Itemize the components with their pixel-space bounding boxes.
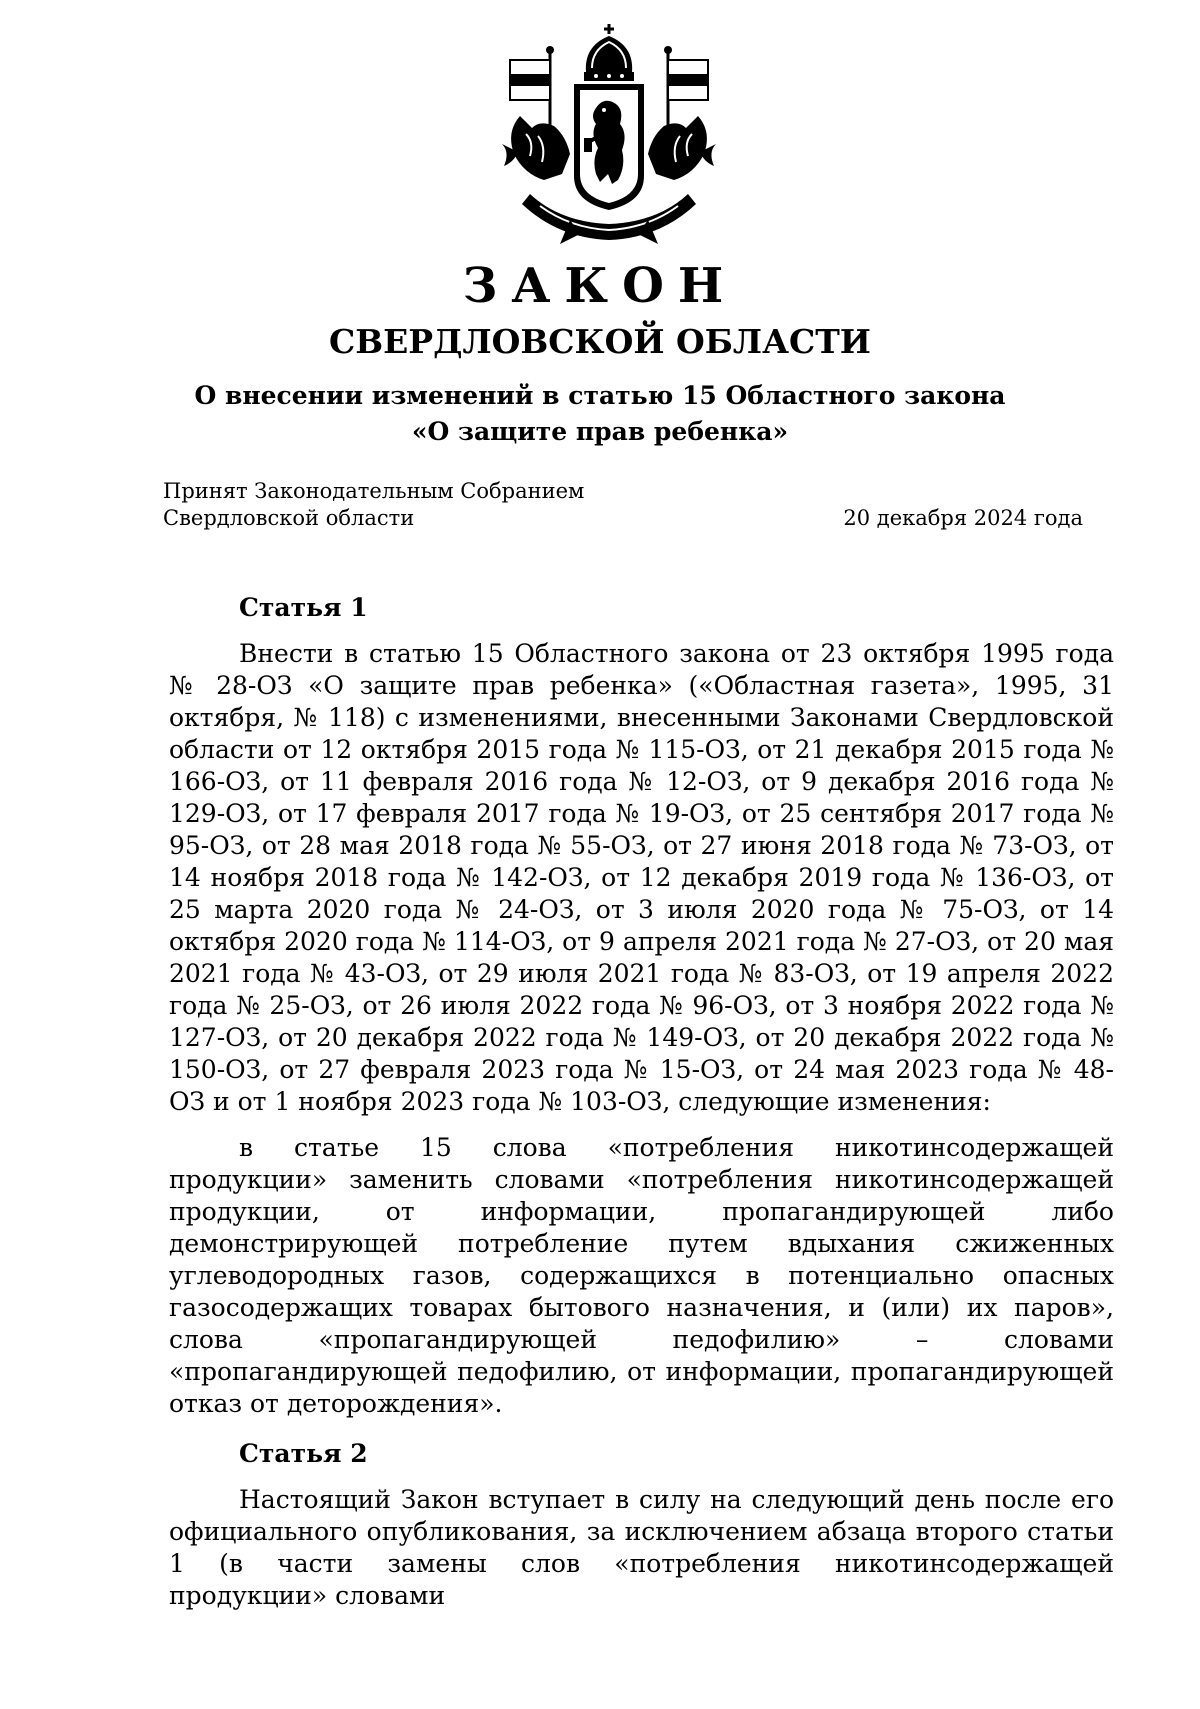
adoption-date: 20 декабря 2024 года [843,506,1083,530]
document-title: ЗАКОН [462,258,738,314]
shield-icon [574,84,644,210]
griffin-left-icon [502,116,570,180]
crown-icon [584,24,634,81]
article-2-paragraph-1: Настоящий Закон вступает в силу на следующий день после его официального опубликования, за исключением абзаца второго статьи 1 (в части замены слов «потребления никотинсодержащей продукции» словами [169,1485,1114,1610]
article-2-heading: Статья 2 [239,1439,368,1468]
law-title-line-2: «О защите прав ребенка» [411,417,789,446]
document-body [169,592,1114,1612]
adoption-line-2: Свердловской области [163,506,415,530]
article-1-paragraph-1: Внести в статью 15 Областного закона от 23 октября 1995 года № 28-ОЗ «О защите прав ребенка» («Областная газета», 1995, 31 октября, № 118) с изменениями, внесенными Законами Свердловской области от 12 октября 2015 года № 115-ОЗ, от 21 декабря 2015 года № 166-ОЗ, от 11 февраля 2016 года № 12-ОЗ, от 9 декабря 2016 года № 129-ОЗ, от 17 февраля 2017 года № 19-ОЗ, от 25 сентября 2017 года № 95-ОЗ, от 28 мая 2018 года № 55-ОЗ, от 27 июня 2018 года № 73-ОЗ, от 14 ноября 2018 года № 142-ОЗ, от 12 декабря 2019 года № 136-ОЗ, от 25 марта 2020 года № 24-ОЗ, от 3 июля 2020 года № 75-ОЗ, от 14 октября 2020 года № 114-ОЗ, от 9 апреля 2021 года № 27-ОЗ, от 20 мая 2021 года № 43-ОЗ, от 29 июля 2021 года № 83-ОЗ, от 19 апреля 2022 года № 25-ОЗ, от 26 июля 2022 года № 96-ОЗ, от 3 ноября 2022 года № 127-ОЗ, от 20 декабря 2022 года № 149-ОЗ, от 20 декабря 2022 года № 150-ОЗ, от 27 февраля 2023 года № 15-ОЗ, от 24 мая 2023 года № 48-ОЗ и от 1 ноября 2023 года № 103-ОЗ, следующие изменения: [169,639,1114,1116]
adoption-block [163,478,1083,532]
law-title-line-1: О внесении изменений в статью 15 Областного закона [194,381,1006,410]
article-1-paragraph-2: в статье 15 слова «потребления никотинсодержащей продукции» заменить словами «потребления никотинсодержащей продукции, от информации, пропагандирующей либо демонстрирующей потребление путем вдыхания сжиженных углеводородных газов, содержащихся в потенциально опасных газосодержащих товарах бытового назначения, и (или) их паров», слова «пропагандирующей педофилию» – словами «пропагандирующей педофилию, от информации, пропагандирующей отказ от деторождения». [169,1133,1114,1418]
article-1-heading: Статья 1 [239,593,368,622]
law-title [0,378,1200,450]
griffin-right-icon [648,116,716,180]
adoption-line-1: Принят Законодательным Собранием [163,479,585,503]
document-subtitle: СВЕРДЛОВСКОЙ ОБЛАСТИ [329,322,871,361]
coat-of-arms-emblem [500,24,718,246]
